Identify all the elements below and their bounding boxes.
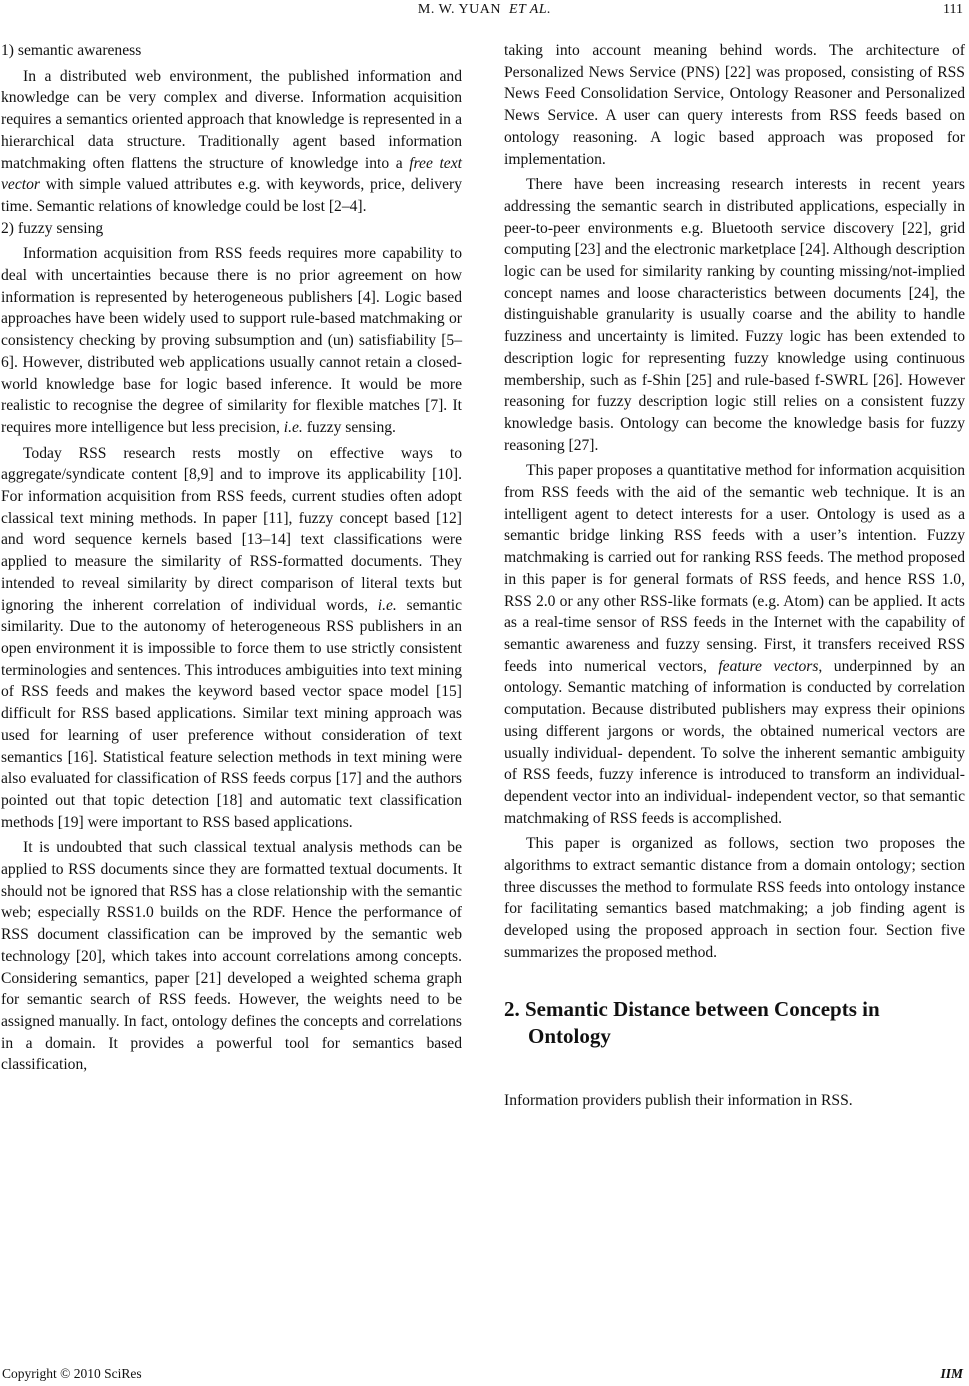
paragraph: This paper is organized as follows, section two proposes the algorithms to extract semantic distance from a domain ontology; section three discusses the method to formulate RSS feeds into ontology instance for facilitating semantics based matchmaking; a job finding agent is developed using the proposed approach in section four. Section five summarizes the proposed method.: [504, 835, 965, 961]
emphasis: feature vectors: [718, 657, 819, 675]
left-column: [1, 40, 462, 1076]
journal-abbrev: IIM: [940, 1366, 963, 1381]
emphasis: free text vector: [1, 154, 462, 194]
right-column: [504, 40, 965, 1111]
page-number: 111: [943, 2, 963, 17]
section-title: 2. Semantic Distance between Concepts in Ontology: [504, 996, 880, 1048]
paragraph: In a distributed web environment, the published information and knowledge can be very complex and diverse. Information acquisition requires a semantics oriented approach that knowledge is represented in a hierarchical data structure. Traditionally agent based information matchmaking often flattens the structure of knowledge into a free text vector with simple valued attributes e.g. with keywords, price, delivery time. Semantic relations of knowledge could be lost [2–4].: [1, 67, 462, 215]
emphasis: i.e.: [283, 418, 303, 436]
emphasis: i.e.: [377, 596, 397, 614]
running-head-author: [0, 2, 969, 18]
paragraph-continued: taking into account meaning behind words. The architecture of Personalized News Service (PNS) [22] was proposed, consisting of RSS News Feed Consolidation Service, Ontology Reasoner and Personalized News Service. A user can query interests from RSS feeds based on ontology reasoning. A logic based approach was proposed for implementation.: [504, 42, 965, 168]
paragraph: It is undoubted that such classical textual analysis methods can be applied to RSS documents since they are formatted textual documents. It should not be ignored that RSS has a close relationship with the semantic web; especially RSS1.0 builds on the RDF. Hence the performance of RSS document classification can be improved by the semantic web technology [20], which takes into account correlations among concepts. Considering semantics, paper [21] developed a weighted schema graph for semantic search of RSS feeds. However, the weights need to be assigned manually. In fact, ontology defines the concepts and correlations in a domain. It provides a powerful tool for semantics based classification,: [1, 839, 462, 1074]
paragraph: This paper proposes a quantitative method for information acquisition from RSS feeds with the aid of the semantic web technique. It is an intelligent agent to detect interests for a user. Ontology is used as a semantic bridge linking RSS feeds with a user’s intention. Fuzzy matchmaking is carried out for ranking RSS feeds. The method proposed in this paper is for general formats of RSS feeds, and hence RSS 1.0, RSS 2.0 or any other RSS-like formats (e.g. Atom) can be applied. It acts as a real-time sensor of RSS feeds in the Internet with the capability of semantic awareness and fuzzy sensing. First, it transfers received RSS feeds into numerical vectors, feature vectors, underpinned by an ontology. Semantic matching of information is conducted by correlation computation. Because distributed publishers may express their opinions using different jargons or words, the obtained numerical vectors are usually individual- dependent. To solve the inherent semantic ambiguity of RSS feeds, fuzzy inference is introduced to transform an individual-dependent vector into an individual- independent vector, so that semantic matchmaking of RSS feeds is accomplished.: [504, 462, 965, 827]
paragraph: Information acquisition from RSS feeds requires more capability to deal with uncertainties because there is no prior agreement on how information is represented by heterogeneous publishers [4]. Logic based approaches have been widely used to support rule-based matchmaking or consistency checking by proving subsumption and (un) satisfiability [5–6]. However, distributed web applications usually cannot retain a closed-world knowledge base for logic based inference. It would be more realistic to recognise the degree of similarity for flexible matches [7]. It requires more intelligence but less precision, i.e. fuzzy sensing.: [1, 245, 462, 436]
paragraph: Information providers publish their information in RSS.: [504, 1091, 853, 1109]
author-name: M. W. YUAN: [417, 2, 501, 17]
subheading-semantic-awareness: 1) semantic awareness: [1, 42, 142, 59]
paragraph: Today RSS research rests mostly on effective ways to aggregate/syndicate content [8,9] and to improve its applicability [10]. For information acquisition from RSS feeds, current studies often adopt classical text mining methods. In paper [11], fuzzy concept based [12] and word sequence kernels based [13–14] text classifications were applied to measure the similarity of RSS-formatted documents. They intended to reveal similarity by direct comparison of literal texts but ignoring the inherent correlation of individual words, i.e. semantic similarity. Due to the autonomy of heterogeneous RSS publishers in an open environment it is impossible to force them to use strictly consistent terminologies and sentences. This introduces ambiguities into text mining of RSS feeds and makes the keyword based vector space model [15] difficult for RSS based applications. Similar text mining approach was used for learning of user preference without consideration of text semantics [16]. Statistical feature selection methods in text mining were also evaluated for classification of RSS feeds corpus [17] and the authors pointed out that topic detection [18] and automatic text classification methods [19] were important to RSS based applications.: [1, 444, 462, 831]
paragraph: There have been increasing research interests in recent years addressing the semantic search in distributed applications, especially in peer-to-peer environments e.g. Bluetooth service discovery [22], grid computing [23] and the electronic marketplace [24]. Although description logic can be used for similarity ranking by counting missing/not-implied concept names and loose characteristics between documents [24], the distinguishable granularity is usually coarse and the ability to handle fuzziness and uncertainty is limited. Fuzzy logic has been extended to description logic for representing fuzzy knowledge using continuous membership, such as f-Shin [25] and rule-based f-SWRL [26]. However reasoning for fuzzy description logic still relies on a consistent fuzzy knowledge basis. Ontology can become the knowledge basis for fuzzy reasoning [27].: [504, 176, 965, 454]
et-al: ET AL.: [508, 2, 552, 17]
running-header: [0, 0, 969, 22]
copyright: Copyright © 2010 SciRes: [2, 1366, 142, 1381]
subheading-fuzzy-sensing: 2) fuzzy sensing: [1, 219, 104, 237]
